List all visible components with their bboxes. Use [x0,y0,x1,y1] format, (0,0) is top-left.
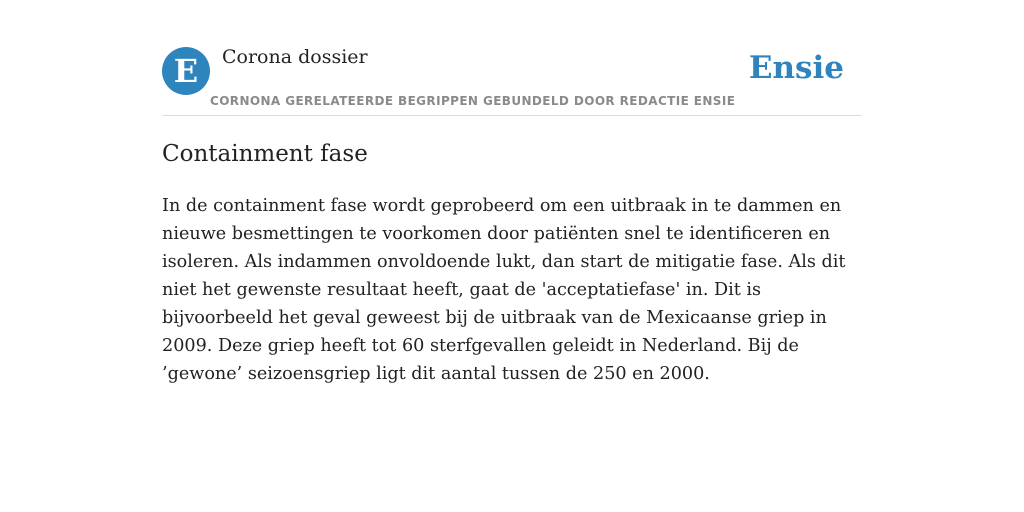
content-container [162,0,862,384]
dossier-subtitle: CORNONA GERELATEERDE BEGRIPPEN GEBUNDELD DOOR REDACTIE ENSIE [210,94,736,108]
dossier-header [162,0,862,116]
article-title: Containment fase [162,141,368,167]
article-body: In de containment fase wordt geprobeerd om een uitbraak in te dammen en nieuwe besmettingen te voorkomen door patiënten snel te identificeren en isoleren. Als indammen onvoldoende lukt, dan start de mitigatie fase. Als dit niet het gewenste resultaat heeft, gaat de 'acceptatiefase' in. Dit is bijvoorbeeld het geval geweest bij de uitbraak van de Mexicaanse griep in 2009. Deze griep heeft tot 60 sterfgevallen geleidt in Nederland. Bij de ’gewone’ seizoensgriep ligt dit aantal tussen de 250 en 2000. [162,196,846,384]
brand-logo[interactable]: Ensie [748,50,844,86]
ensie-logo-icon[interactable]: E [162,47,210,95]
dossier-title[interactable]: Corona dossier [222,46,368,68]
